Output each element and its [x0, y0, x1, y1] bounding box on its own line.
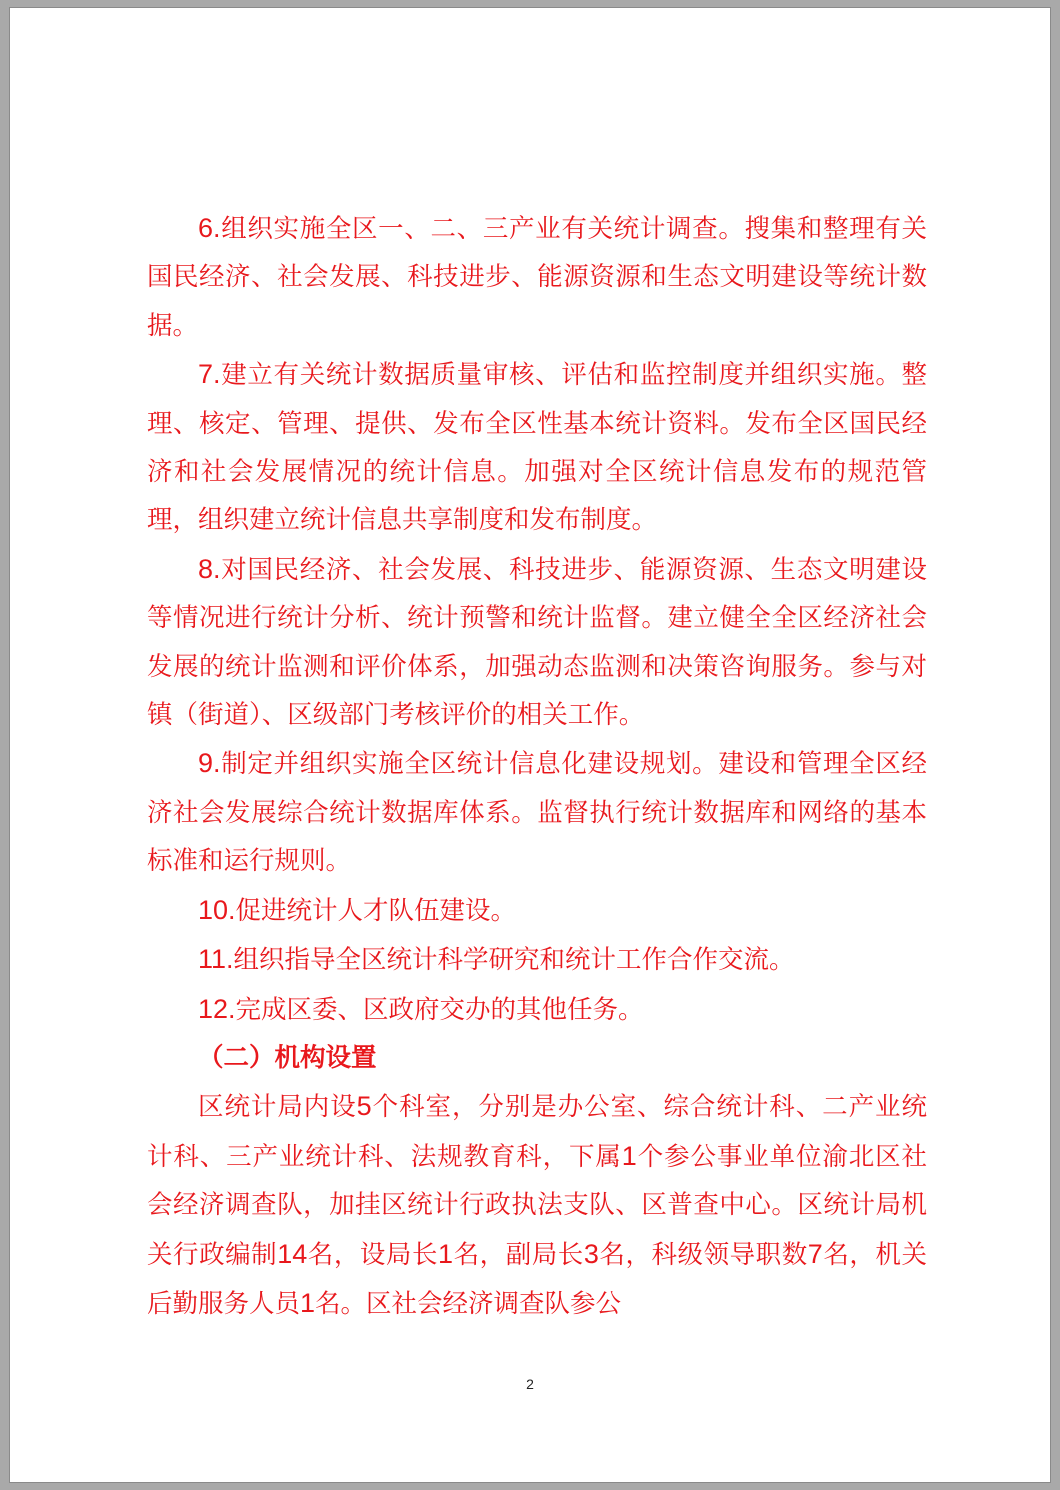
item-number: 12. — [198, 993, 236, 1024]
item-number: 9. — [198, 748, 221, 779]
item-text: 对国民经济、社会发展、科技进步、能源资源、生态文明建设等情况进行统计分析、统计预警和统计监督。建立健全全区经济社会发展的统计监测和评价体系，加强动态监测和决策咨询服务。参与对镇（街道）、区级部门考核评价的相关工作。 — [147, 554, 927, 731]
section-heading: （二）机构设置 — [198, 1042, 377, 1073]
document-body — [147, 204, 927, 1328]
item-number: 11. — [198, 944, 234, 975]
org-number: 1 — [621, 1140, 637, 1171]
org-text: 名，设局长 — [307, 1239, 439, 1270]
item-text: 组织实施全区一、二、三产业有关统计调查。搜集和整理有关国民经济、社会发展、科技进步、能源资源和生态文明建设等统计数据。 — [147, 214, 927, 341]
item-text: 建立有关统计数据质量审核、评估和监控制度并组织实施。整理、核定、管理、提供、发布全区性基本统计资料。发布全区国民经济和社会发展情况的统计信息。加强对全区统计信息发布的规范管理，组织建立统计信息共享制度和发布制度。 — [147, 360, 927, 536]
item-text: 完成区委、区政府交办的其他任务。 — [235, 994, 644, 1025]
item-text: 组织指导全区统计科学研究和统计工作合作交流。 — [233, 945, 795, 976]
item-number: 7. — [198, 359, 221, 390]
org-number: 14 — [277, 1238, 308, 1269]
list-item-8 — [147, 545, 927, 740]
org-number: 3 — [583, 1238, 599, 1269]
list-item-11 — [147, 935, 927, 984]
org-text: 个参公事业单位渝北区社会经济调查队，加挂区统计行政执法支队、区普查中心。区统计局机关行政编制 — [147, 1141, 927, 1270]
item-number: 10. — [198, 894, 236, 925]
list-item-12 — [147, 985, 927, 1034]
list-item-7 — [147, 350, 927, 545]
org-number: 7 — [807, 1238, 823, 1269]
org-text: 名。区社会经济调查队参公 — [315, 1288, 622, 1319]
list-item-10 — [147, 886, 927, 935]
item-text: 制定并组织实施全区统计信息化建设规划。建设和管理全区经济社会发展综合统计数据库体系。监督执行统计数据库和网络的基本标准和运行规则。 — [147, 749, 927, 877]
org-text: 名，副局长 — [453, 1239, 584, 1270]
org-text: 名，机关后勤服务人员 — [147, 1239, 927, 1319]
item-number: 8. — [198, 553, 221, 584]
document-page — [10, 8, 1050, 1482]
org-number: 5 — [356, 1091, 372, 1122]
item-number: 6. — [198, 213, 221, 243]
page-number: 2 — [526, 1376, 534, 1392]
org-text: 区统计局内设 — [198, 1092, 357, 1123]
org-text: 个科室，分别是办公室、综合统计科、二产业统计科、三产业统计科、法规教育科，下属 — [147, 1092, 927, 1172]
list-item-9 — [147, 739, 927, 885]
org-number: 1 — [300, 1287, 316, 1318]
item-text: 促进统计人才队伍建设。 — [235, 895, 517, 926]
org-number: 1 — [438, 1238, 454, 1269]
org-text: 名，科级领导职数 — [598, 1239, 808, 1270]
list-item-6 — [147, 204, 927, 350]
org-paragraph — [147, 1082, 927, 1328]
